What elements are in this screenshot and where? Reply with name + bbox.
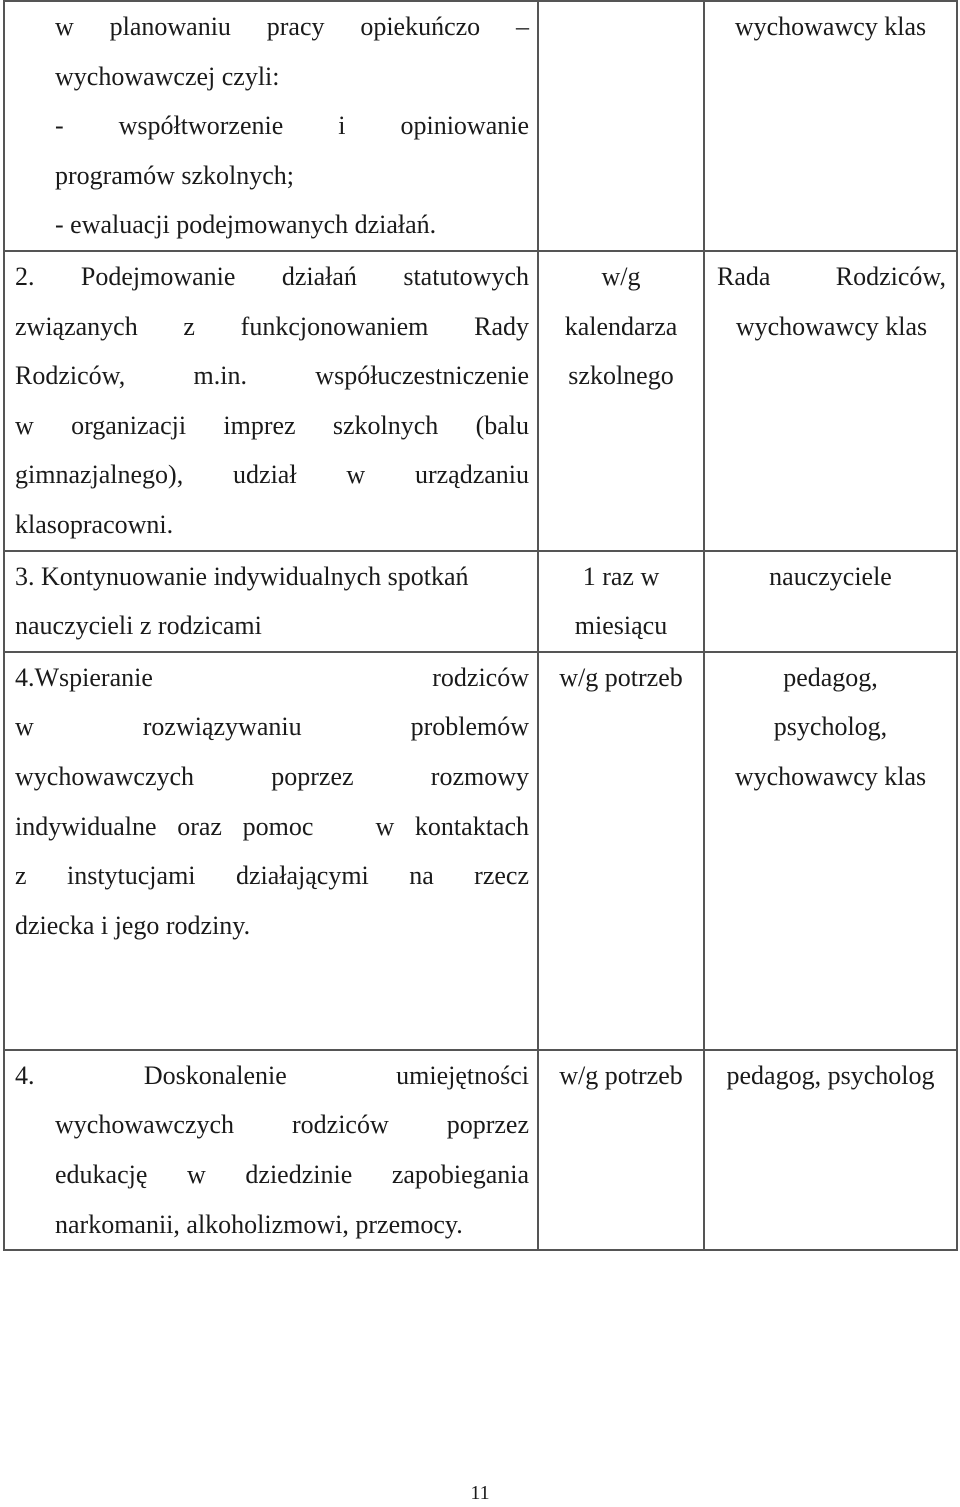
task-line: 4.Wspieranie rodziców (15, 662, 529, 692)
task-line: w rozwiązywaniu problemów (15, 712, 529, 742)
task-line: dziecka i jego rodziny. (15, 910, 251, 940)
deadline-cell (538, 652, 704, 1050)
task-line: z instytucjami działającymi na rzecz (15, 861, 529, 891)
responsible-cell (704, 1050, 957, 1250)
responsible-line: pedagog, psycholog (726, 1060, 935, 1090)
responsible-line: psycholog, (773, 712, 888, 742)
deadline-line: kalendarza (564, 311, 678, 341)
task-line: związanych z funkcjonowaniem Rady (15, 311, 529, 341)
task-cell (4, 251, 538, 551)
table-row (4, 551, 957, 652)
responsible-line: wychowawcy klas (735, 311, 928, 341)
task-line: wychowawczej czyli: (55, 61, 280, 91)
program-table (3, 0, 958, 1251)
responsible-cell (704, 251, 957, 551)
task-line: klasopracowni. (15, 509, 174, 539)
page-number: 11 (470, 1482, 490, 1504)
responsible-cell (704, 551, 957, 652)
task-line: programów szkolnych; (55, 160, 295, 190)
task-line: indywidualne oraz pomoc w kontaktach (15, 811, 529, 841)
deadline-line: w/g potrzeb (559, 662, 683, 692)
task-line: w planowaniu pracy opiekuńczo – (55, 12, 529, 41)
responsible-line: wychowawcy klas (734, 761, 927, 791)
responsible-line: Rada Rodziców, (717, 261, 946, 291)
deadline-line: szkolnego (568, 361, 674, 391)
responsible-line: pedagog, (783, 662, 878, 692)
responsible-cell (704, 1, 957, 251)
task-line: w organizacji imprez szkolnych (balu (15, 410, 529, 440)
deadline-line: 1 raz w (582, 561, 660, 591)
deadline-cell (538, 1, 704, 251)
task-line: narkomanii, alkoholizmowi, przemocy. (55, 1209, 463, 1239)
deadline-line: miesiącu (574, 611, 668, 641)
task-line: wychowawczych poprzez rozmowy (15, 761, 529, 791)
task-line: nauczycieli z rodzicami (15, 611, 262, 641)
table-row (4, 251, 957, 551)
task-line: 4. Doskonalenie umiejętności (15, 1060, 529, 1090)
task-line: edukację w dziedzinie zapobiegania (55, 1159, 529, 1189)
task-line: Rodziców, m.in. współuczestniczenie (15, 361, 529, 391)
deadline-line: w/g (601, 261, 641, 291)
task-line: - współtworzenie i opiniowanie (55, 111, 529, 141)
deadline-cell (538, 251, 704, 551)
task-cell (4, 551, 538, 652)
task-cell (4, 1, 538, 251)
task-cell (4, 652, 538, 1050)
responsible-line: wychowawcy klas (734, 12, 927, 41)
task-cell (4, 1050, 538, 1250)
table-row (4, 652, 957, 1050)
task-line: 2. Podejmowanie działań statutowych (15, 261, 529, 291)
deadline-cell (538, 1050, 704, 1250)
responsible-line: nauczyciele (769, 561, 892, 591)
task-line: gimnazjalnego), udział w urządzaniu (15, 460, 529, 490)
task-line: 3. Kontynuowanie indywidualnych spotkań (15, 561, 469, 591)
table-row (4, 1050, 957, 1250)
task-line: - ewaluacji podejmowanych działań. (55, 210, 437, 240)
responsible-cell (704, 652, 957, 1050)
table-row (4, 1, 957, 251)
task-line: wychowawczych rodziców poprzez (55, 1110, 529, 1140)
deadline-line: w/g potrzeb (559, 1060, 683, 1090)
deadline-cell (538, 551, 704, 652)
